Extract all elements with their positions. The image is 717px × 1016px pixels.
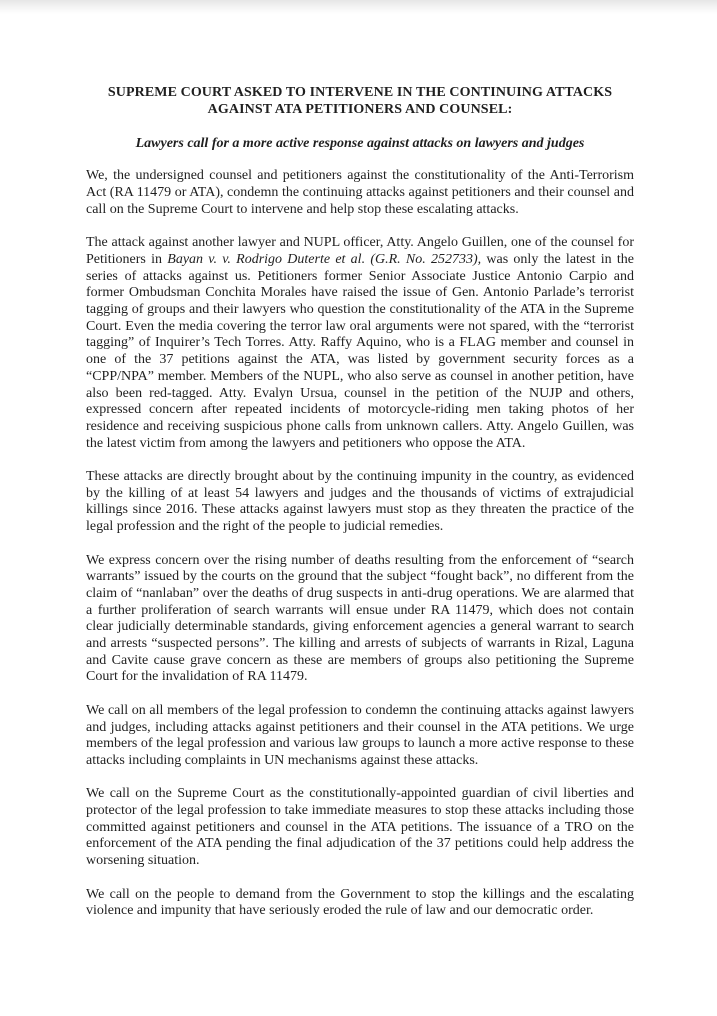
paragraph-condemnation: We, the undersigned counsel and petitioners against the constitutionality of the Anti-Terrorism Act (RA 11479 or ATA), condemn the continuing attacks against petitioners and their counsel and call on the Supreme Court to intervene and help stop these escalating attacks. [86, 168, 634, 217]
paragraph-attacks-text-after-citation: was only the latest in the series of attacks against us. Petitioners former Senior Associate Justice Antonio Carpio and former Ombudsman Conchita Morales have raised the issue of Gen. Antonio Parlade’s terrorist tagging of groups and their lawyers who question the constitutionality of the ATA in the Supreme Court. Even the media covering the terror law oral arguments were not spared, with the “terrorist tagging” of Inquirer’s Tech Torres. Atty. Raffy Aquino, who is a FLAG member and counsel in one of the 37 petitions against the ATA, was listed by government security forces as a “CPP/NPA” member. Members of the NUPL, who also serve as counsel in another petition, have also been red-tagged. Atty. Evalyn Ursua, counsel in the petition of the NUJP and others, expressed concern after repeated incidents of motorcycle-riding men taking photos of her residence and receiving suspicious phone calls from unknown callers. Atty. Angelo Guillen, was the latest victim from among the lawyers and petitioners who oppose the ATA. [86, 251, 634, 451]
paragraph-attacks-text-before-citation: The attack against another lawyer and NUPL officer, Atty. Angelo Guillen, one of the counsel for Petitioners in [86, 235, 634, 267]
document-title [86, 84, 634, 118]
case-citation: Bayan v. v. Rodrigo Duterte et al. (G.R. No. 252733), [167, 251, 482, 267]
document-subtitle: Lawyers call for a more active response against attacks on lawyers and judges [135, 135, 585, 151]
paragraph-call-people: We call on the people to demand from the Government to stop the killings and the escalating violence and impunity that have seriously eroded the rule of law and our democratic order. [86, 886, 634, 919]
paragraph-attacks-list [86, 235, 634, 452]
title-line-1: SUPREME COURT ASKED TO INTERVENE IN THE CONTINUING ATTACKS [107, 85, 613, 100]
document-content [86, 0, 634, 920]
paragraph-call-legal-profession: We call on all members of the legal profession to condemn the continuing attacks against lawyers and judges, including attacks against petitioners and their counsel in the ATA petitions. We urge members of the legal profession and various law groups to launch a more active response to these attacks including complaints in UN mechanisms against these attacks. [86, 702, 634, 768]
paragraph-impunity: These attacks are directly brought about by the continuing impunity in the country, as evidenced by the killing of at least 54 lawyers and judges and the thousands of victims of extrajudicial killings since 2016. These attacks against lawyers must stop as they threaten the practice of the legal profession and the right of the people to judicial remedies. [86, 469, 634, 535]
paragraph-search-warrants: We express concern over the rising number of deaths resulting from the enforcement of “search warrants” issued by the courts on the ground that the subject “fought back”, no different from the claim of “nanlaban” over the deaths of drug suspects in anti-drug operations. We are alarmed that a further proliferation of search warrants will ensue under RA 11479, which does not contain clear judicially determinable standards, giving enforcement agencies a general warrant to search and arrests “suspected persons”. The killing and arrests of subjects of warrants in Rizal, Laguna and Cavite cause grave concern as these are members of groups also petitioning the Supreme Court for the invalidation of RA 11479. [86, 552, 634, 685]
title-line-2: AGAINST ATA PETITIONERS AND COUNSEL: [207, 102, 513, 117]
paragraph-call-supreme-court: We call on the Supreme Court as the constitutionally-appointed guardian of civil liberties and protector of the legal profession to take immediate measures to stop these attacks including those committed against petitioners and counsel in the ATA petitions. The issuance of a TRO on the enforcement of the ATA pending the final adjudication of the 37 petitions could help address the worsening situation. [86, 786, 634, 869]
